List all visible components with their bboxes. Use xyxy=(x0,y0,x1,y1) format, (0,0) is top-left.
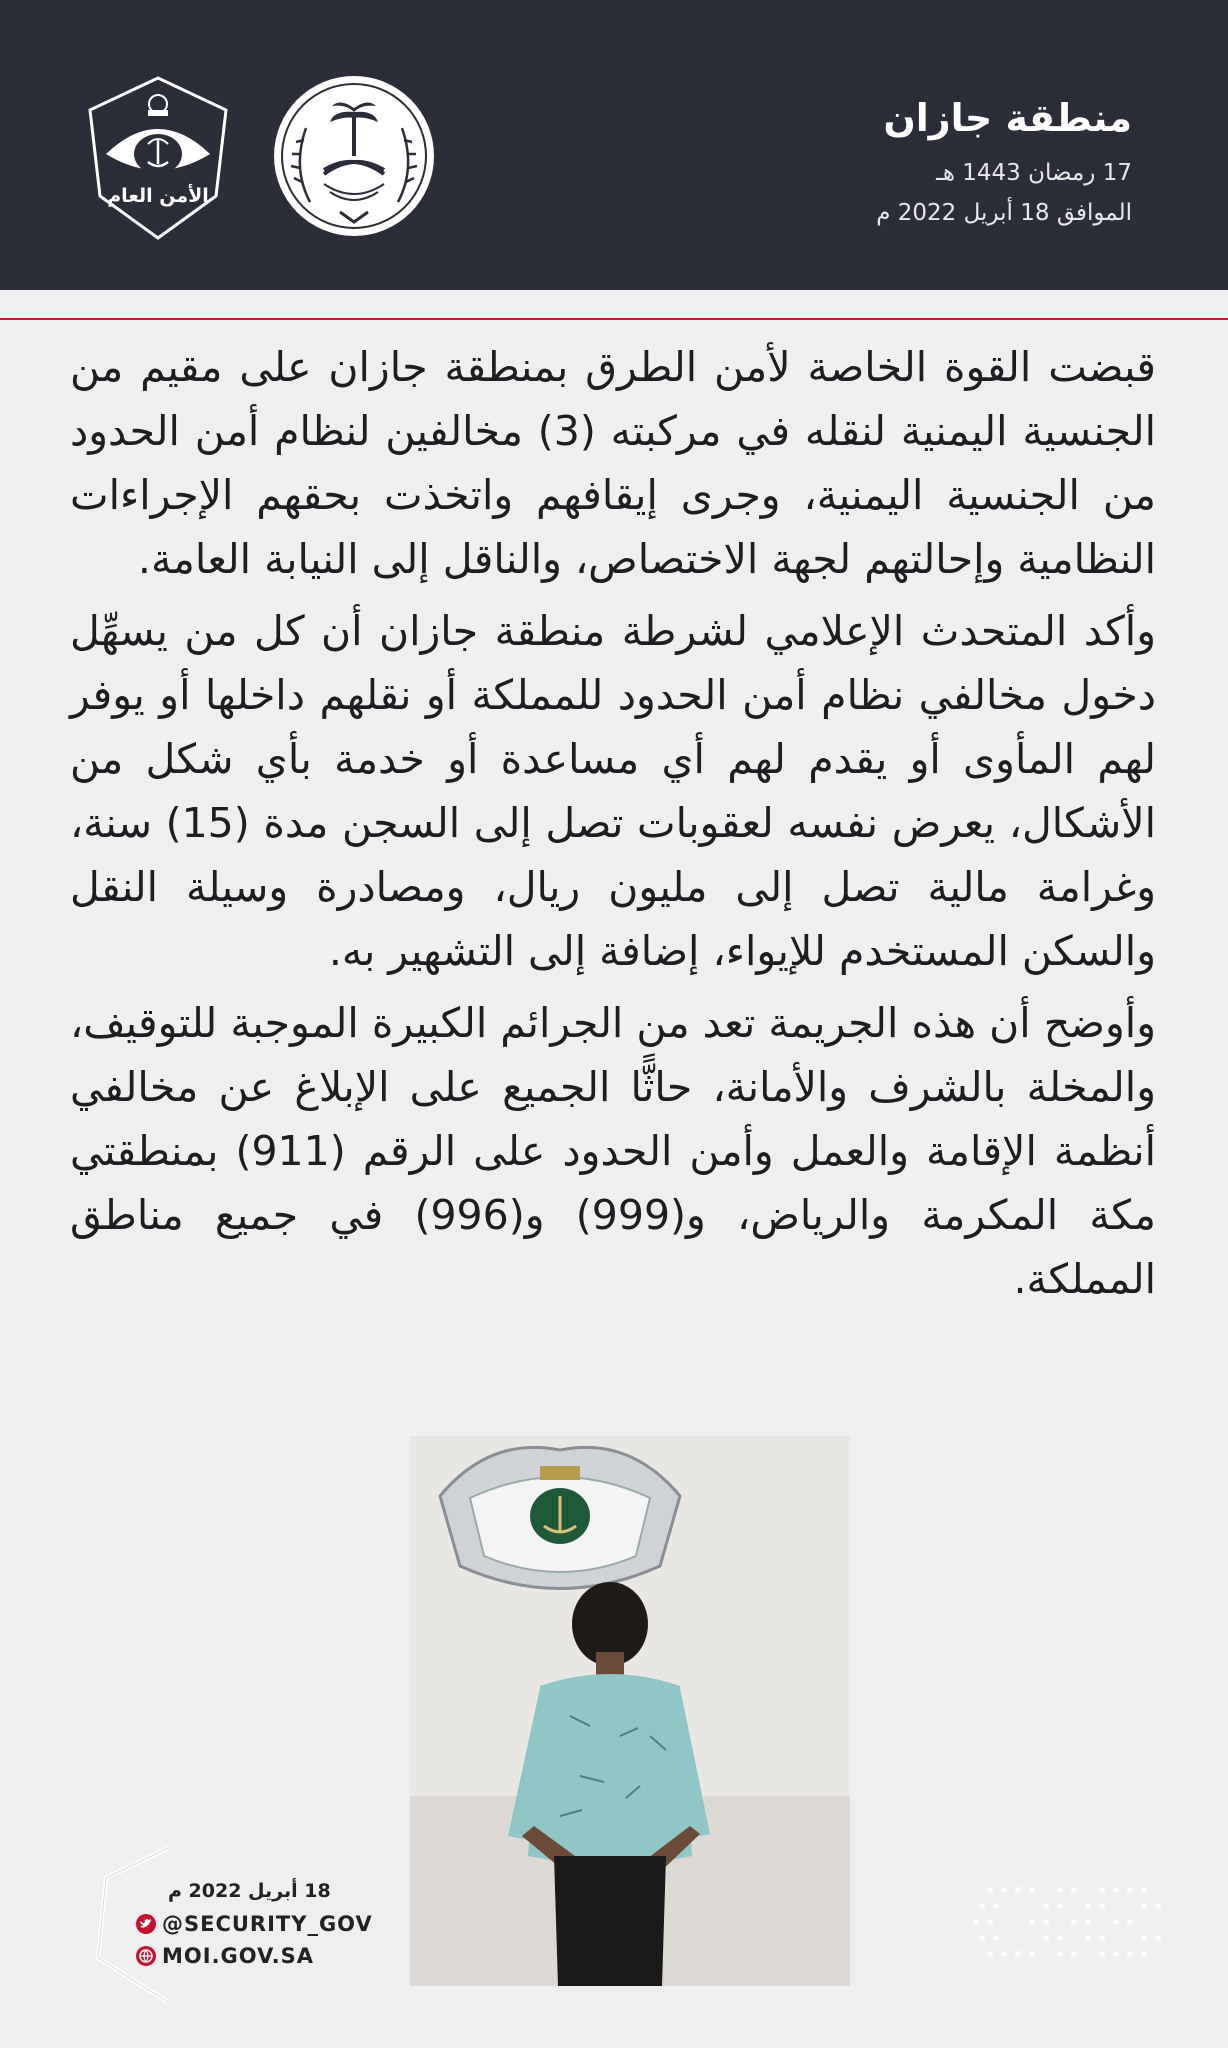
gregorian-date: الموافق 18 أبريل 2022 م xyxy=(876,200,1132,226)
footer-shield-outline xyxy=(72,1838,176,2008)
wall-shield-plaque xyxy=(440,1447,680,1588)
globe-icon xyxy=(136,1946,156,1966)
article-paragraph: وأكد المتحدث الإعلامي لشرطة منطقة جازان أن كل من يسهِّل دخول مخالفي نظام أمن الحدود للمملكة أو نقلهم داخلها أو يوفر لهم المأوى أو يقدم لهم أي مساعدة أو خدمة بأي شكل من الأشكال، يعرض نفسه لعقوبات تصل إلى السجن مدة (15) سنة، وغرامة مالية تصل إلى مليون ريال، ومصادرة وسيلة النقل والسكن المستخدم للإيواء، إضافة إلى التشهير به. xyxy=(70,607,1157,975)
footer-date: 18 أبريل 2022 م xyxy=(168,1880,331,1902)
article-paragraph: وأوضح أن هذه الجريمة تعد من الجرائم الكبيرة الموجبة للتوقيف، والمخلة بالشرف والأمانة، حاثًّا الجميع على الإبلاغ عن مخالفي أنظمة الإقامة والعمل وأمن الحدود على الرقم (911) بمنطقتي مكة المكرمة والرياض، و(999) و(996) في جميع مناطق المملكة. xyxy=(70,999,1157,1303)
news-article xyxy=(70,335,1156,1319)
ministry-emblem xyxy=(270,72,438,240)
divider-line xyxy=(0,318,1228,320)
article-paragraph: قبضت القوة الخاصة لأمن الطرق بمنطقة جازان على مقيم من الجنسية اليمنية لنقله في مركبته (3) مخالفين لنظام أمن الحدود من الجنسية اليمنية، وجرى إيقافهم واتخذت بحقهم الإجراءات النظامية وإحالتهم لجهة الاختصاص، والناقل إلى النيابة العامة. xyxy=(70,343,1156,583)
twitter-handle-link[interactable]: @SECURITY_GOV xyxy=(162,1912,373,1936)
decorative-dot-pattern xyxy=(970,1880,1170,1970)
hijri-date: 17 رمضان 1443 هـ xyxy=(936,160,1132,186)
security-logo-text: الأمن العام xyxy=(107,185,209,207)
public-security-logo xyxy=(76,74,240,242)
header-bar xyxy=(0,0,1228,290)
website-link[interactable]: MOI.GOV.SA xyxy=(162,1944,314,1968)
region-title: منطقة جازان xyxy=(883,96,1132,140)
suspect-photo xyxy=(410,1436,850,1986)
twitter-icon xyxy=(136,1914,156,1934)
